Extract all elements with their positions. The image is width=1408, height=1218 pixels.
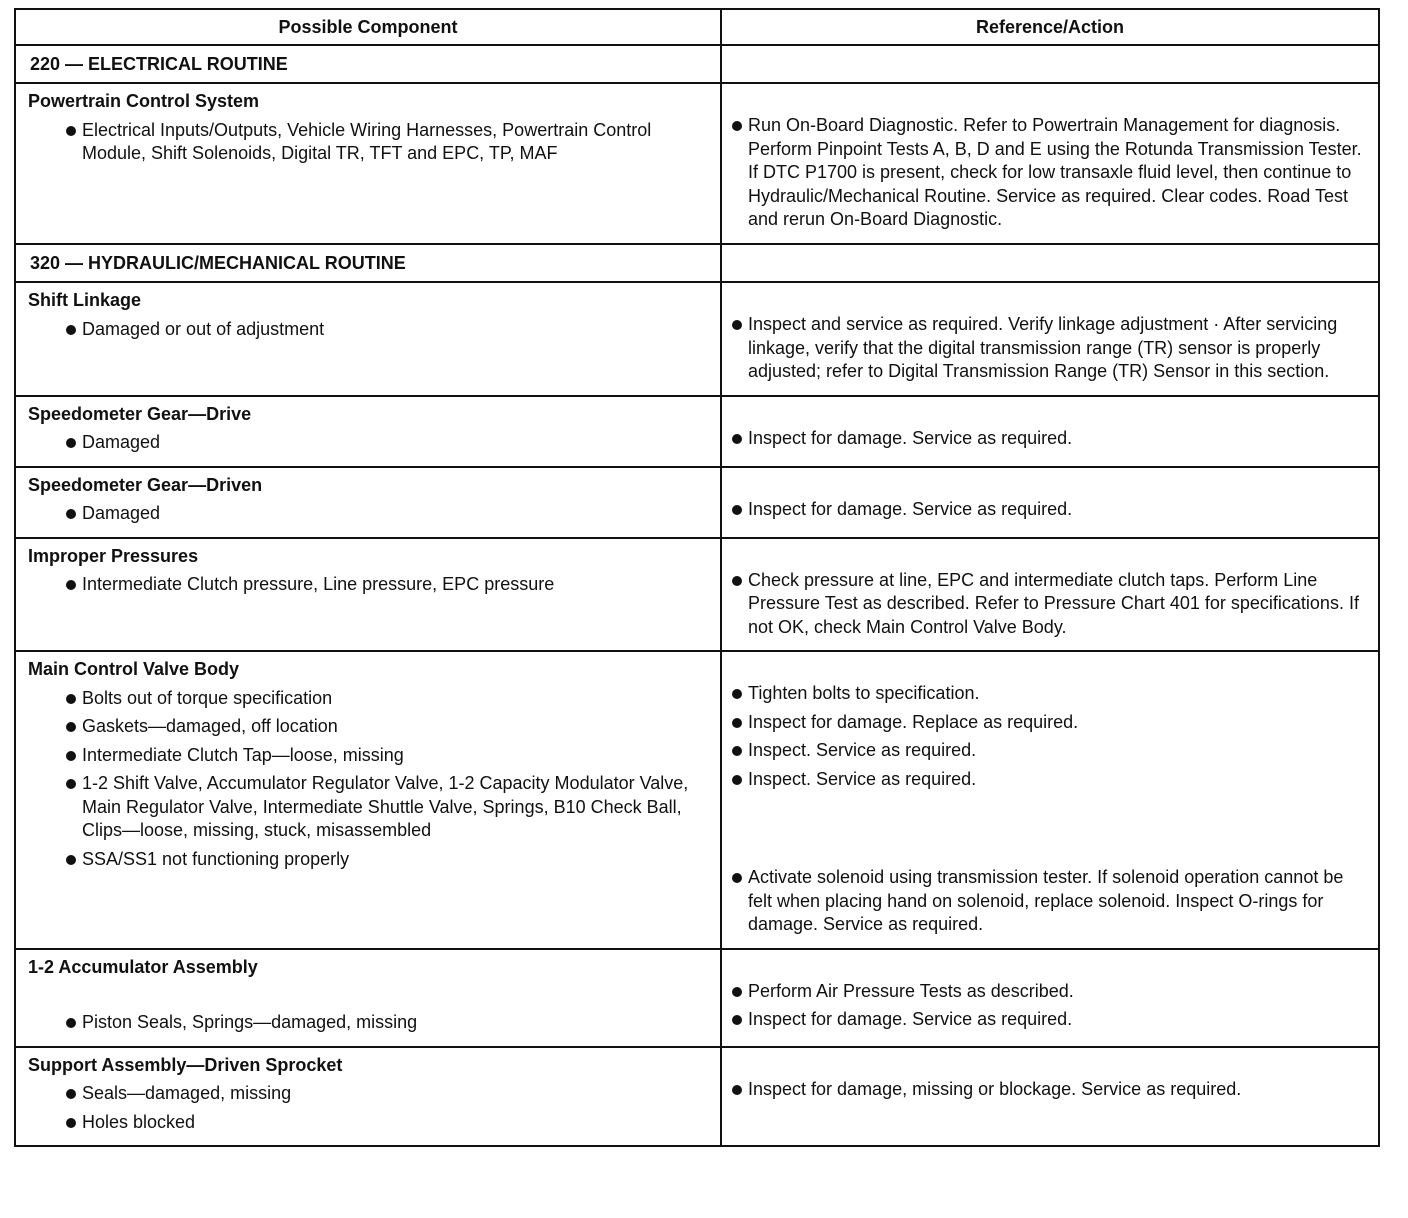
- routine-row-electrical: [15, 45, 1379, 84]
- list-item: [66, 431, 710, 455]
- action-text: Activate solenoid using transmission tester. If solenoid operation cannot be felt when placing hand on solenoid, replace solenoid. Inspect O-rings for damage. Service as required.: [748, 867, 1344, 934]
- spacer: [732, 403, 1368, 427]
- item-text: Damaged: [82, 503, 161, 523]
- bullet-icon: [732, 746, 742, 756]
- table-row: [15, 467, 1379, 538]
- action-text: Run On-Board Diagnostic. Refer to Powertrain Management for diagnosis. Perform Pinpoint Tests A, B, D and E using the Rotunda Transmission Tester. If DTC P1700 is present, check for low transaxle fluid level, then continue to Hydraulic/Mechanical Routine. Service as required. Clear codes. Road Test and rerun On-Board Diagnostic.: [748, 115, 1362, 229]
- action-text: Inspect for damage. Service as required.: [748, 427, 1073, 448]
- list-item: [66, 573, 710, 597]
- action-cell: [721, 949, 1379, 1047]
- list-item: [732, 682, 1368, 706]
- list-item: [66, 848, 710, 872]
- action-text: Inspect. Service as required.: [748, 768, 977, 789]
- list-item: [66, 1011, 710, 1035]
- bullet-icon: [66, 779, 76, 789]
- list-item: [66, 687, 710, 711]
- spacer: [732, 545, 1368, 569]
- group-title: Shift Linkage: [28, 290, 142, 310]
- component-cell: [15, 1047, 721, 1147]
- bullet-icon: [66, 580, 76, 590]
- table-row: [15, 396, 1379, 467]
- bullet-icon: [732, 689, 742, 699]
- empty-cell: [721, 45, 1379, 84]
- list-item: [66, 744, 710, 768]
- bullet-icon: [66, 751, 76, 761]
- bullet-icon: [66, 1089, 76, 1099]
- table-row: [15, 949, 1379, 1047]
- table-row: [15, 538, 1379, 652]
- group-title: Speedometer Gear—Drive: [28, 403, 252, 424]
- bullet-icon: [66, 126, 76, 136]
- component-cell: [15, 467, 721, 538]
- bullet-icon: [732, 434, 742, 444]
- routine-title: 220 — ELECTRICAL ROUTINE: [15, 45, 721, 84]
- routine-title: 320 — HYDRAULIC/MECHANICAL ROUTINE: [15, 244, 721, 283]
- bullet-icon: [732, 505, 742, 515]
- action-text: Inspect for damage. Service as required.: [748, 1009, 1073, 1029]
- list-item: [732, 866, 1368, 937]
- spacer: [732, 474, 1368, 498]
- action-text: Perform Air Pressure Tests as described.: [748, 980, 1074, 1001]
- list-item: [66, 772, 710, 843]
- spacer: [732, 658, 1368, 682]
- list-item: [732, 427, 1368, 451]
- component-cell: [15, 83, 721, 244]
- list-item: [732, 498, 1368, 522]
- item-text: Damaged: [82, 432, 161, 452]
- action-text: Tighten bolts to specification.: [748, 683, 980, 703]
- component-cell: [15, 396, 721, 467]
- bullet-icon: [66, 1018, 76, 1028]
- list-item: [66, 1082, 710, 1106]
- list-item: [732, 1008, 1368, 1032]
- bullet-icon: [66, 438, 76, 448]
- empty-cell: [721, 244, 1379, 283]
- bullet-icon: [66, 855, 76, 865]
- action-cell: [721, 396, 1379, 467]
- bullet-icon: [732, 576, 742, 586]
- action-cell: [721, 538, 1379, 652]
- group-title: Main Control Valve Body: [28, 659, 240, 679]
- action-cell: [721, 467, 1379, 538]
- list-item: [732, 739, 1368, 763]
- routine-row-hydraulic: [15, 244, 1379, 283]
- action-cell: [721, 83, 1379, 244]
- action-text: Inspect for damage. Service as required.: [748, 498, 1073, 519]
- list-item: [732, 114, 1368, 232]
- item-text: Holes blocked: [82, 1111, 196, 1132]
- group-title: Powertrain Control System: [28, 91, 260, 111]
- table-row: [15, 1047, 1379, 1147]
- item-text: Seals—damaged, missing: [82, 1083, 292, 1103]
- list-item: [66, 119, 710, 166]
- col-header-component: Possible Component: [15, 9, 721, 45]
- item-text: 1-2 Shift Valve, Accumulator Regulator Valve, 1-2 Capacity Modulator Valve, Main Regulator Valve, Intermediate Shuttle Valve, Springs, B10 Check Ball, Clips—loose, missing, stuck, misassembled: [82, 773, 689, 840]
- bullet-icon: [732, 320, 742, 330]
- table-row: [15, 651, 1379, 949]
- bullet-icon: [732, 1085, 742, 1095]
- item-text: SSA/SS1 not functioning properly: [82, 848, 350, 869]
- bullet-icon: [732, 718, 742, 728]
- diagnosis-table: [14, 8, 1380, 1147]
- list-item: [732, 1078, 1368, 1102]
- bullet-icon: [66, 509, 76, 519]
- spacer: [732, 1054, 1368, 1078]
- list-item: [66, 318, 710, 342]
- list-item: [732, 313, 1368, 384]
- item-text: Damaged or out of adjustment: [82, 318, 325, 339]
- item-text: Intermediate Clutch pressure, Line pressure, EPC pressure: [82, 574, 555, 594]
- list-item: [732, 569, 1368, 640]
- list-item: [66, 715, 710, 739]
- header-row: [15, 9, 1379, 45]
- group-title: Improper Pressures: [28, 545, 199, 566]
- bullet-icon: [732, 873, 742, 883]
- item-text: Intermediate Clutch Tap—loose, missing: [82, 744, 404, 765]
- bullet-icon: [732, 987, 742, 997]
- action-cell: [721, 651, 1379, 949]
- list-item: [66, 1111, 710, 1135]
- spacer: [732, 796, 1368, 866]
- component-cell: [15, 949, 721, 1047]
- list-item: [66, 502, 710, 526]
- component-cell: [15, 651, 721, 949]
- bullet-icon: [66, 325, 76, 335]
- bullet-icon: [732, 121, 742, 131]
- group-title: Speedometer Gear—Driven: [28, 474, 263, 495]
- component-cell: [15, 282, 721, 396]
- list-item: [732, 711, 1368, 735]
- bullet-icon: [66, 694, 76, 704]
- list-item: [732, 768, 1368, 792]
- item-text: Piston Seals, Springs—damaged, missing: [82, 1012, 418, 1032]
- bullet-icon: [732, 1015, 742, 1025]
- table-row: [15, 83, 1379, 244]
- action-text: Inspect for damage, missing or blockage. Service as required.: [748, 1078, 1242, 1099]
- action-cell: [721, 282, 1379, 396]
- item-text: Bolts out of torque specification: [82, 687, 333, 708]
- spacer: [732, 289, 1368, 313]
- action-text: Inspect. Service as required.: [748, 740, 977, 760]
- item-text: Gaskets—damaged, off location: [82, 716, 338, 736]
- action-cell: [721, 1047, 1379, 1147]
- bullet-icon: [732, 775, 742, 785]
- action-text: Inspect for damage. Replace as required.: [748, 711, 1079, 732]
- group-title: Support Assembly—Driven Sprocket: [28, 1054, 343, 1075]
- bullet-icon: [66, 722, 76, 732]
- spacer: [732, 90, 1368, 114]
- table-row: [15, 282, 1379, 396]
- spacer: [732, 956, 1368, 980]
- component-cell: [15, 538, 721, 652]
- action-text: Inspect and service as required. Verify linkage adjustment · After servicing linkage, verify that the digital transmission range (TR) sensor is properly adjusted; refer to Digital Transmission Range (TR) Sensor in this section.: [748, 314, 1338, 381]
- col-header-action: Reference/Action: [721, 9, 1379, 45]
- group-title: 1-2 Accumulator Assembly: [28, 956, 258, 977]
- list-item: [732, 980, 1368, 1004]
- spacer: [28, 984, 710, 1011]
- action-text: Check pressure at line, EPC and intermediate clutch taps. Perform Line Pressure Test as described. Refer to Pressure Chart 401 for specifications. If not OK, check Main Control Valve Body.: [748, 569, 1359, 637]
- bullet-icon: [66, 1118, 76, 1128]
- item-text: Electrical Inputs/Outputs, Vehicle Wiring Harnesses, Powertrain Control Module, Shift Solenoids, Digital TR, TFT and EPC, TP, MAF: [82, 119, 652, 163]
